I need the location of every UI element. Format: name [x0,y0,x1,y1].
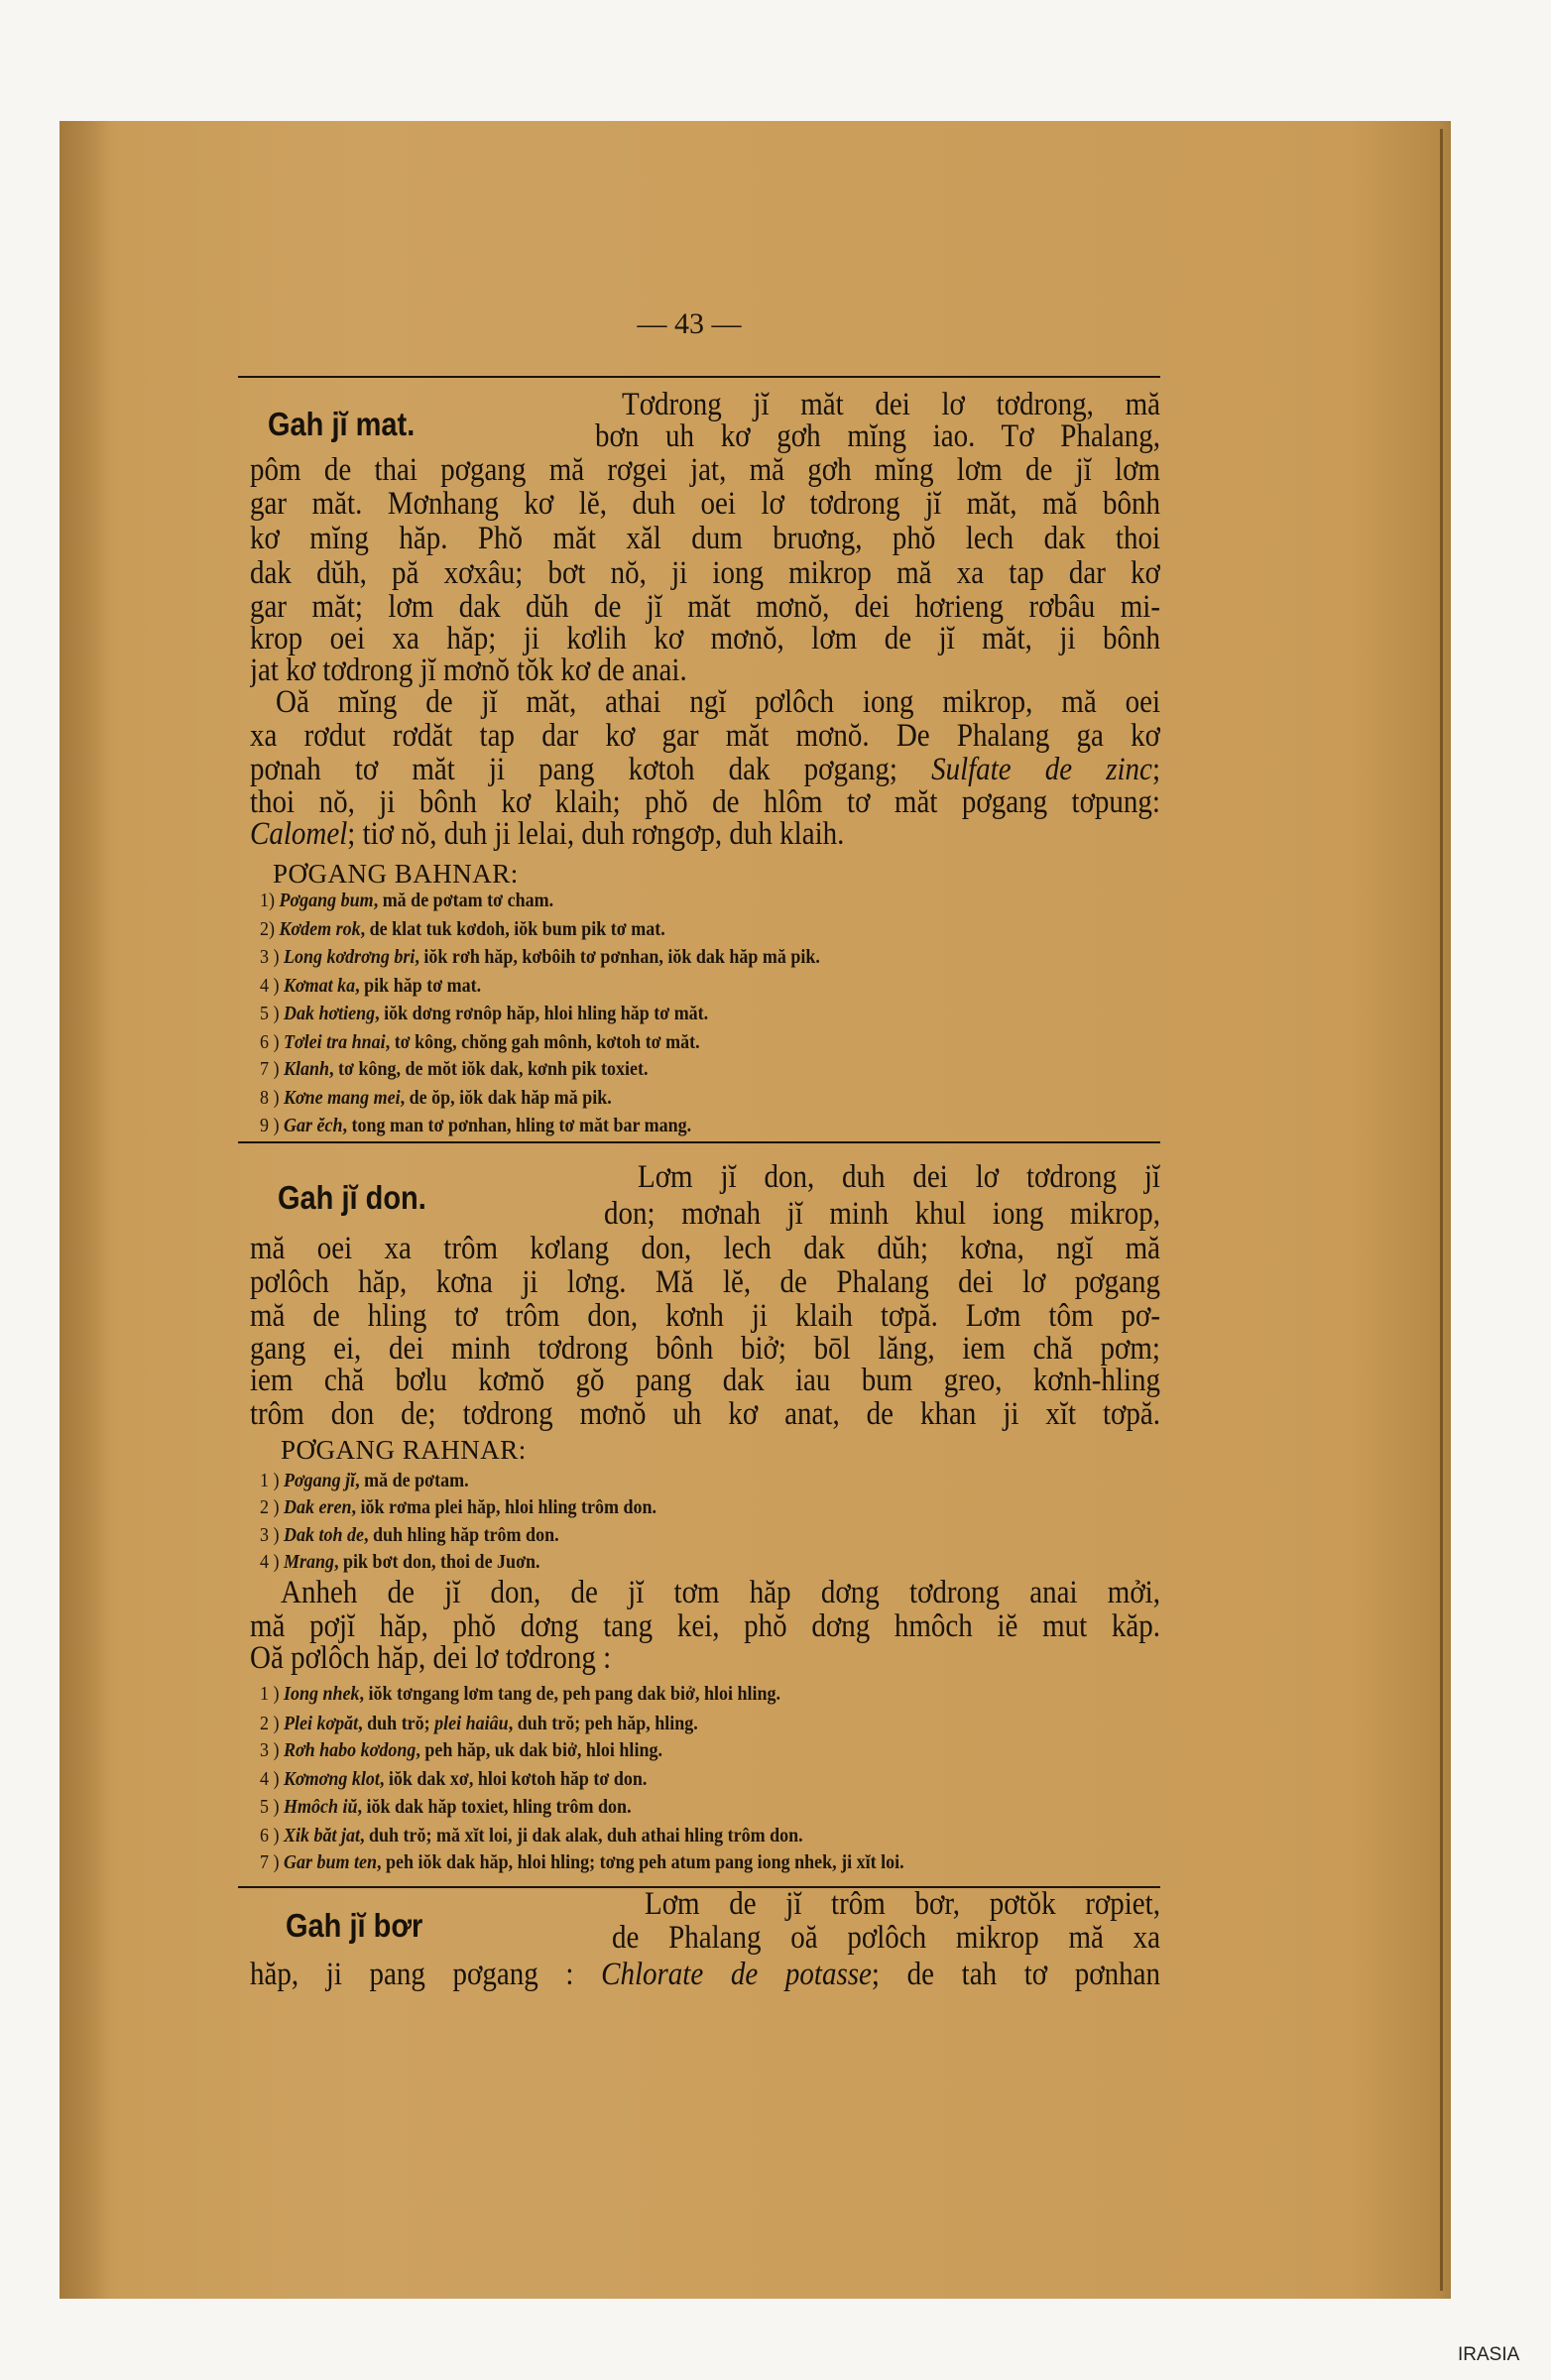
remedy-item: 6 ) Tơlei tra hnai, tơ kông, chŏng gah mônh, kơtoh tơ măt. [260,1030,700,1053]
text-line: mă pơjĭ hăp, phŏ dơng tang kei, phŏ dơng hmôch iĕ mut kăp. [250,1608,1160,1644]
emphasis-text: Calomel [250,816,348,852]
remedy-item: 6 ) Xik băt jat, duh trŏ; mă xĭt loi, ji dak alak, duh athai hling trôm don. [260,1824,803,1846]
text-line: pôm de thai pơgang mă rơgei jat, mă gơh mĭng lơm de jĭ lơm [250,452,1160,488]
text-line: dak dŭh, pă xơxâu; bơt nŏ, ji iong mikrop mă xa tap dar kơ [250,555,1160,591]
remedy-item: 8 ) Kơne mang mei, de ŏp, iŏk dak hăp mă pik. [260,1086,612,1109]
page-number: — 43 — [637,307,742,340]
remedy-item: 3 ) Long kơdrơng bri, iŏk rơh hăp, kơbôih tơ pơnhan, iŏk dak hăp mă pik. [260,945,820,968]
text-line: hăp, ji pang pơgang : Chlorate de potasse; de tah tơ pơnhan [250,1957,1160,1992]
remedy-item: 2 ) Plei kơpăt, duh trŏ; plei haiâu, duh trŏ; peh hăp, hling. [260,1712,698,1734]
section-divider [238,1141,1160,1143]
emphasis-text: Chlorate de potasse [601,1957,872,1992]
text-line: jat kơ tơdrong jĭ mơnŏ tŏk kơ de anai. [250,653,687,688]
section-divider [238,376,1160,378]
remedy-item: 3 ) Rơh habo kơdong, peh hăp, uk dak biở, hloi hling. [260,1738,662,1761]
section-heading: Gah jĭ don. [278,1180,426,1217]
remedy-item: 2) Kơdem rok, de klat tuk kơdoh, iŏk bum pik tơ mat. [260,917,665,940]
text-line: don; mơnah jĭ minh khul iong mikrop, [604,1196,1160,1232]
text-line: gang ei, dei minh tơdrong bônh biở; bōl lăng, iem chă pơm; [250,1331,1160,1367]
remedy-item: 2 ) Dak eren, iŏk rơma plei hăp, hloi hling trôm don. [260,1495,657,1518]
remedies-title: PƠGANG BAHNAR: [273,859,519,889]
text-line: trôm don de; tơdrong mơnŏ uh kơ anat, de khan ji xĭt tơpă. [250,1396,1160,1432]
text-line: gar măt; lơm dak dŭh de jĭ măt mơnŏ, dei hơrieng rơbâu mi- [250,589,1160,625]
remedy-item: 5 ) Dak hơtieng, iŏk dơng rơnôp hăp, hloi hling hăp tơ măt. [260,1002,709,1024]
text-line: Calomel; tiơ nŏ, duh ji lelai, duh rơngơp, duh klaih. [250,816,845,852]
text-line: de Phalang oă pơlôch mikrop mă xa [612,1920,1160,1956]
text-line: bơn uh kơ gơh mĭng iao. Tơ Phalang, [595,418,1160,454]
text-line: Tơdrong jĭ măt dei lơ tơdrong, mă [622,387,1160,422]
remedies-title: PƠGANG RAHNAR: [281,1435,527,1465]
text-line: mă oei xa trôm kơlang don, lech dak dŭh; kơna, ngĭ mă [250,1231,1160,1266]
remedy-item: 3 ) Dak toh de, duh hling hăp trôm don. [260,1523,559,1546]
remedy-item: 1 ) Iong nhek, iŏk tơngang lơm tang de, peh pang dak biở, hloi hling. [260,1682,781,1705]
text-line: xa rơdut rơdăt tap dar kơ gar măt mơnŏ. De Phalang ga kơ [250,718,1160,754]
remedy-item: 7 ) Gar bum ten, peh iŏk dak hăp, hloi hling; tơng peh atum pang iong nhek, ji xĭt loi. [260,1850,904,1873]
remedy-item: 4 ) Mrang, pik bơt don, thoi de Juơn. [260,1550,540,1573]
remedy-item: 4 ) Kơmơng klot, iŏk dak xơ, hloi kơtoh hăp tơ don. [260,1767,648,1790]
text-line: gar măt. Mơnhang kơ lĕ, duh oei lơ tơdrong jĭ măt, mă bônh [250,486,1160,522]
remedy-item: 1) Pơgang bum, mă de pơtam tơ cham. [260,889,554,911]
remedy-item: 1 ) Pơgang jĭ, mă de pơtam. [260,1469,469,1491]
text-line: Oă mĭng de jĭ măt, athai ngĭ pơlôch iong mikrop, mă oei [276,684,1160,720]
text-line: Lơm de jĭ trôm bơr, pơtŏk rơpiet, [645,1886,1160,1922]
text-line: kơ mĭng hăp. Phŏ măt xăl dum bruơng, phŏ lech dak thoi [250,521,1160,556]
text-line: mă de hling tơ trôm don, kơnh ji klaih tơpă. Lơm tôm pơ- [250,1298,1160,1334]
remedy-item: 7 ) Klanh, tơ kông, de mŏt iŏk dak, kơnh pik toxiet. [260,1057,649,1080]
text-line: Anheh de jĭ don, de jĭ tơm hăp dơng tơdrong anai mởi, [281,1575,1160,1610]
page-edge [1440,129,1443,2291]
text-line: pơlôch hăp, kơna ji lơng. Mă lĕ, de Phalang dei lơ pơgang [250,1264,1160,1300]
emphasis-text: Sulfate de zinc [931,752,1152,787]
remedy-item: 9 ) Gar ĕch, tong man tơ pơnhan, hling tơ măt bar mang. [260,1114,692,1136]
text-line: pơnah tơ măt ji pang kơtoh dak pơgang; Sulfate de zinc; [250,752,1160,787]
text-line: krop oei xa hăp; ji kơlih kơ mơnŏ, lơm de jĭ măt, ji bônh [250,621,1160,656]
remedy-item: 5 ) Hmôch iŭ, iŏk dak hăp toxiet, hling trôm don. [260,1795,632,1818]
remedy-item: 4 ) Kơmat ka, pik hăp tơ mat. [260,974,482,997]
section-heading: Gah jĭ bơr [286,1908,423,1945]
text-line: Oă pơlôch hăp, dei lơ tơdrong : [250,1640,612,1676]
text-line: Lơm jĭ don, duh dei lơ tơdrong jĭ [638,1159,1160,1195]
section-heading: Gah jĭ mat. [268,407,416,443]
page-fold-shadow [60,121,109,2299]
watermark: IRASIA [1458,2344,1520,2365]
text-line: thoi nŏ, ji bônh kơ klaih; phŏ de hlôm tơ măt pơgang tơpung: [250,784,1160,820]
text-line: iem chă bơlu kơmŏ gŏ pang dak iau bum greo, kơnh-hling [250,1363,1160,1398]
